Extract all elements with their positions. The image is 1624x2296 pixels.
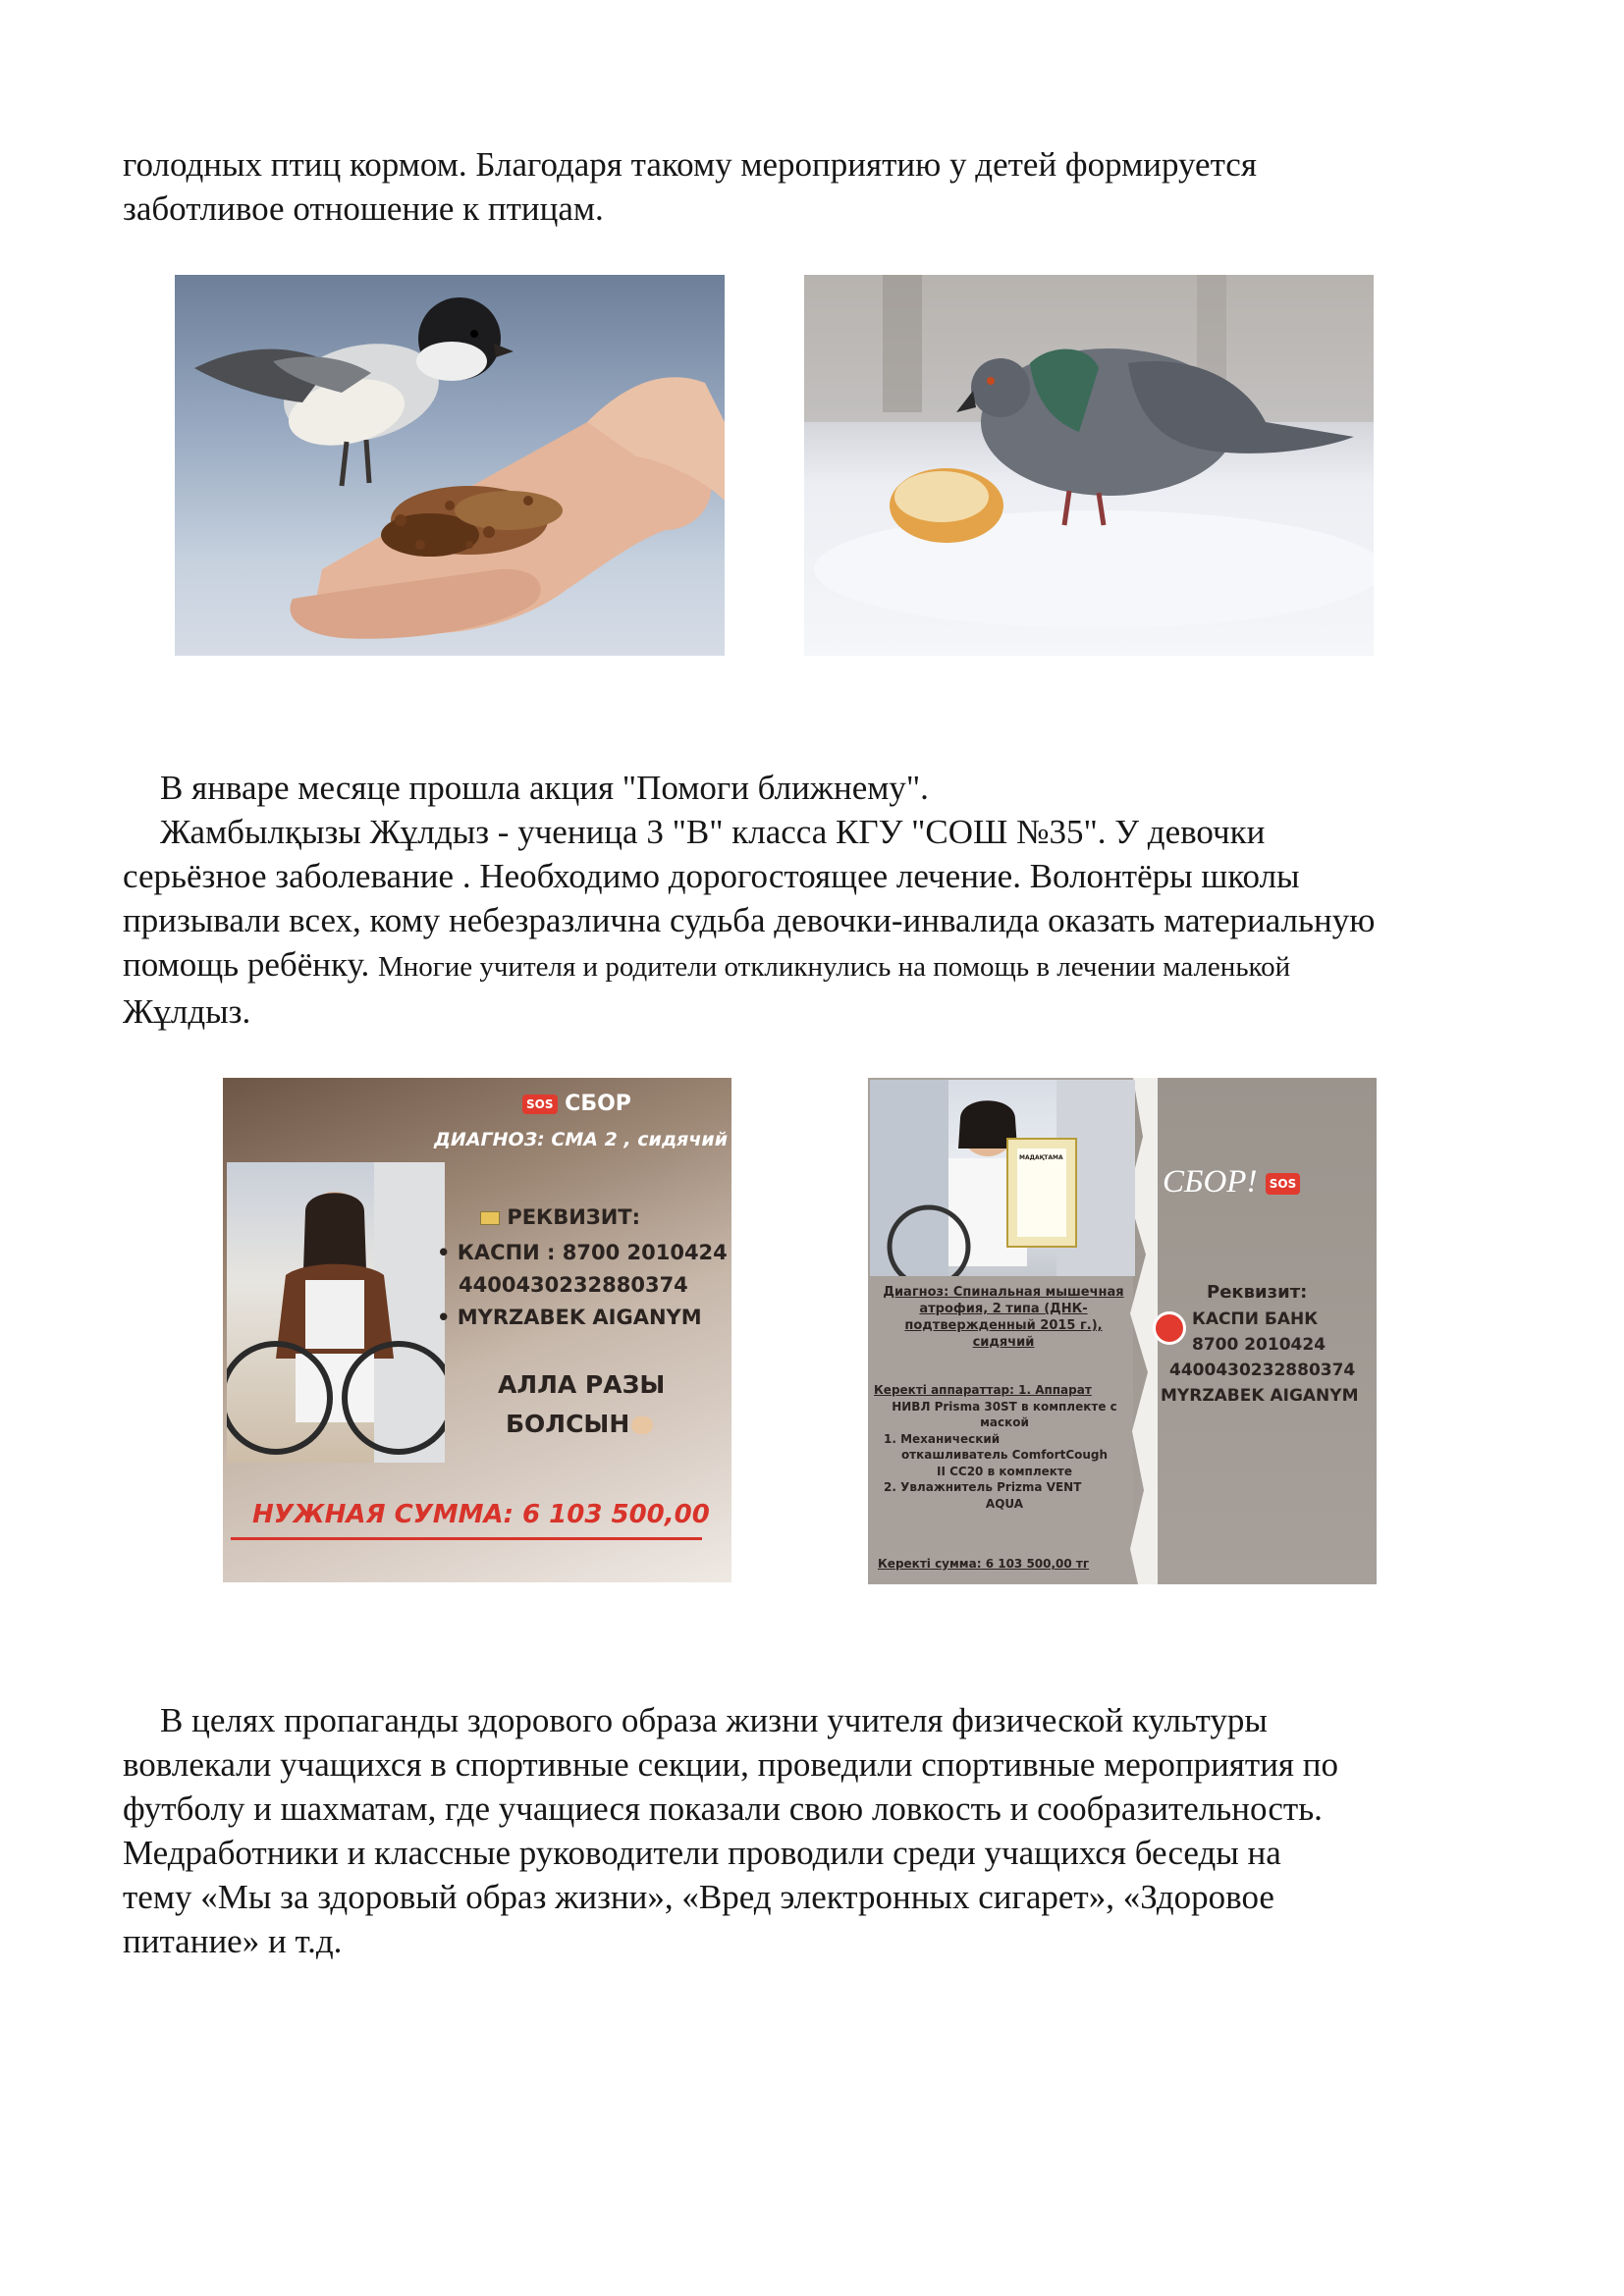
poster1-requisites bbox=[480, 1205, 640, 1229]
poster1-blessing-2-text: БОЛСЫН bbox=[506, 1410, 630, 1438]
text-line: футболу и шахматам, где учащиеся показали свою ловкость и сообразительность. bbox=[123, 1789, 1323, 1828]
text-line: тему «Мы за здоровый образ жизни», «Вред электронных сигарет», «Здоровое bbox=[123, 1878, 1274, 1916]
equipment-line: 1. Механический bbox=[884, 1431, 1001, 1446]
equipment-line: Керекті аппараттар: 1. Аппарат bbox=[874, 1383, 1092, 1397]
kaspi-logo-icon bbox=[1153, 1311, 1186, 1345]
poster2-diagnosis bbox=[872, 1284, 1135, 1351]
poster1-diagnosis: ДИАГНОЗ: СМА 2 , сидячий bbox=[434, 1129, 729, 1150]
diagnosis-line: атрофия, 2 типа (ДНК- bbox=[919, 1302, 1088, 1316]
poster1-card: 4400430232880374 bbox=[459, 1273, 688, 1297]
girl-certificate-photo bbox=[870, 1080, 1135, 1276]
diagnosis-line: сидячий bbox=[972, 1335, 1035, 1350]
poster1-amount: НУЖНАЯ СУММА: 6 103 500,00 bbox=[252, 1500, 710, 1529]
text-line: призывали всех, кому небезразлична судьба девочки-инвалида оказать материальную bbox=[123, 901, 1376, 939]
equipment-line: 2. Увлажнитель Prizma VENT bbox=[884, 1480, 1082, 1494]
poster1-blessing-1: АЛЛА РАЗЫ bbox=[498, 1370, 666, 1399]
text-line: Жамбылқызы Жұлдыз - ученица 3 "В" класса КГУ "СОШ №35". У девочки bbox=[160, 813, 1266, 851]
charity-paragraph bbox=[123, 766, 1537, 1034]
titmouse-illustration bbox=[175, 275, 725, 656]
text-line: заботливое отношение к птицам. bbox=[123, 189, 604, 228]
text-line: серьёзное заболевание . Необходимо дорогостоящее лечение. Волонтёры школы bbox=[123, 857, 1300, 895]
pigeon-on-snow-photo bbox=[804, 275, 1374, 656]
sos-badge: SOS bbox=[1266, 1173, 1301, 1195]
poster2-requisites-label: Реквизит: bbox=[1207, 1282, 1308, 1303]
health-paragraph bbox=[123, 1698, 1537, 1963]
text-line bbox=[123, 942, 1537, 989]
equipment-line: AQUA bbox=[985, 1496, 1024, 1511]
poster1-title bbox=[522, 1092, 631, 1116]
intro-paragraph bbox=[123, 142, 1537, 231]
fundraiser-poster-2 bbox=[868, 1078, 1377, 1584]
poster2-name: MYRZABEK AIGANYM bbox=[1161, 1386, 1359, 1406]
poster1-requisites-label: РЕКВИЗИТ: bbox=[507, 1205, 641, 1229]
pigeon-illustration bbox=[804, 275, 1374, 656]
girl-with-certificate-illustration bbox=[870, 1080, 1135, 1276]
poster2-bank: КАСПИ БАНК bbox=[1192, 1309, 1319, 1329]
text-line: В январе месяце прошла акция "Помоги ближнему". bbox=[160, 769, 929, 807]
poster2-title-text: СБОР! bbox=[1163, 1164, 1258, 1200]
equipment-line: маской bbox=[980, 1415, 1029, 1429]
certificate-title: МАДАҚТАМА bbox=[1019, 1154, 1063, 1161]
sos-badge: SOS bbox=[522, 1095, 558, 1114]
text-segment-small: Многие учителя и родители откликнулись на помощь в лечении маленькой bbox=[378, 951, 1291, 983]
diagnosis-line: подтвержденный 2015 г.), bbox=[904, 1318, 1103, 1333]
girl-wheelchair-photo bbox=[227, 1162, 445, 1463]
fundraiser-poster-1 bbox=[223, 1078, 731, 1582]
hands-icon bbox=[631, 1416, 653, 1434]
poster2-title bbox=[1163, 1164, 1300, 1201]
poster1-kaspi: • КАСПИ : 8700 2010424 bbox=[437, 1241, 728, 1264]
diagnosis-line: Диагноз: Спинальная мышечная bbox=[883, 1285, 1124, 1300]
titmouse-on-hand-photo bbox=[175, 275, 725, 656]
text-line: В целях пропаганды здорового образа жизни учителя физической культуры bbox=[160, 1701, 1268, 1739]
poster2-sum: Керекті сумма: 6 103 500,00 тг bbox=[878, 1557, 1090, 1571]
card-icon bbox=[480, 1211, 500, 1225]
equipment-line: II CC20 в комплекте bbox=[936, 1464, 1073, 1478]
text-line: Жұлдыз. bbox=[123, 992, 251, 1031]
poster2-phone: 8700 2010424 bbox=[1192, 1335, 1326, 1355]
girl-illustration bbox=[227, 1162, 445, 1463]
text-line: питание» и т.д. bbox=[123, 1922, 343, 1960]
poster2-equipment bbox=[874, 1382, 1135, 1512]
poster2-card: 4400430232880374 bbox=[1169, 1361, 1356, 1380]
text-line: вовлекали учащихся в спортивные секции, проведили спортивные мероприятия по bbox=[123, 1745, 1339, 1784]
text-line: Медработники и классные руководители проводили среди учащихся беседы на bbox=[123, 1834, 1281, 1872]
poster1-amount-underline bbox=[231, 1537, 702, 1540]
text-segment: помощь ребёнку. bbox=[123, 945, 370, 984]
text-line: голодных птиц кормом. Благодаря такому мероприятию у детей формируется bbox=[123, 145, 1257, 184]
equipment-line: НИВЛ Prisma 30ST в комплекте с bbox=[892, 1399, 1117, 1414]
poster1-title-text: СБОР bbox=[565, 1092, 631, 1116]
equipment-line: откашливатель ComfortCough bbox=[900, 1448, 1109, 1462]
poster1-blessing-2 bbox=[506, 1410, 653, 1438]
poster1-name: • MYRZABEK AIGANYM bbox=[437, 1306, 702, 1329]
